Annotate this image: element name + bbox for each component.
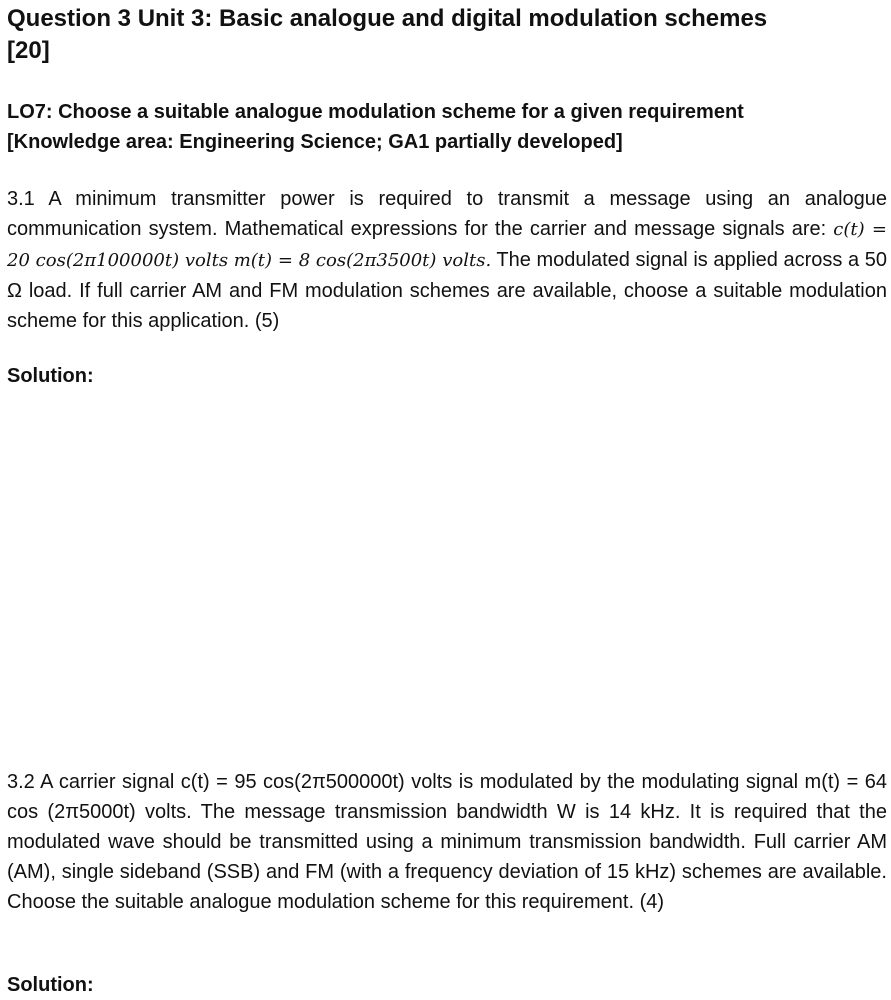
question-3-1-text <box>7 184 887 336</box>
solution-label-3-1: Solution: <box>7 365 94 387</box>
learning-outcome-heading <box>7 97 887 157</box>
question-3-2-text: 3.2 A carrier signal c(t) = 95 cos(2π500000t) volts is modulated by the modulating signal m(t) = 64 cos (2π5000t) volts. The message transmission bandwidth W is 14 kHz. It is required that the modulated wave should be transmitted using a minimum transmission bandwidth. Full carrier AM (AM), single sideband (SSB) and FM (with a frequency deviation of 15 kHz) schemes are available. Choose the suitable analogue modulation scheme for this requirement. (4) <box>7 771 887 913</box>
question-total-marks: [20] <box>7 37 50 64</box>
knowledge-area-line: [Knowledge area: Engineering Science; GA1 partially developed] <box>7 131 623 153</box>
answer-area-3-1[interactable] <box>7 395 887 755</box>
question-title <box>7 3 887 67</box>
message-signal-expression: m(t) = 8 cos(2π3500t) volts. <box>233 250 492 271</box>
question-3-1-intro: 3.1 A minimum transmitter power is required to transmit a message using an analogue communication system. Mathematical expressions for the carrier and message signals are: <box>7 188 887 240</box>
question-title-line1: Question 3 Unit 3: Basic analogue and digital modulation schemes <box>7 5 768 32</box>
question-3-1-rest: The modulated signal is applied across a 50 Ω load. If full carrier AM and FM modulation schemes are available, choose a suitable modulation scheme for this application. (5) <box>7 249 887 332</box>
carrier-signal-expression: c(t) = 20 cos(2π100000t) volts <box>7 219 887 271</box>
learning-outcome-line1: LO7: Choose a suitable analogue modulation scheme for a given requirement <box>7 101 744 123</box>
solution-label-3-2: Solution: <box>7 974 94 996</box>
